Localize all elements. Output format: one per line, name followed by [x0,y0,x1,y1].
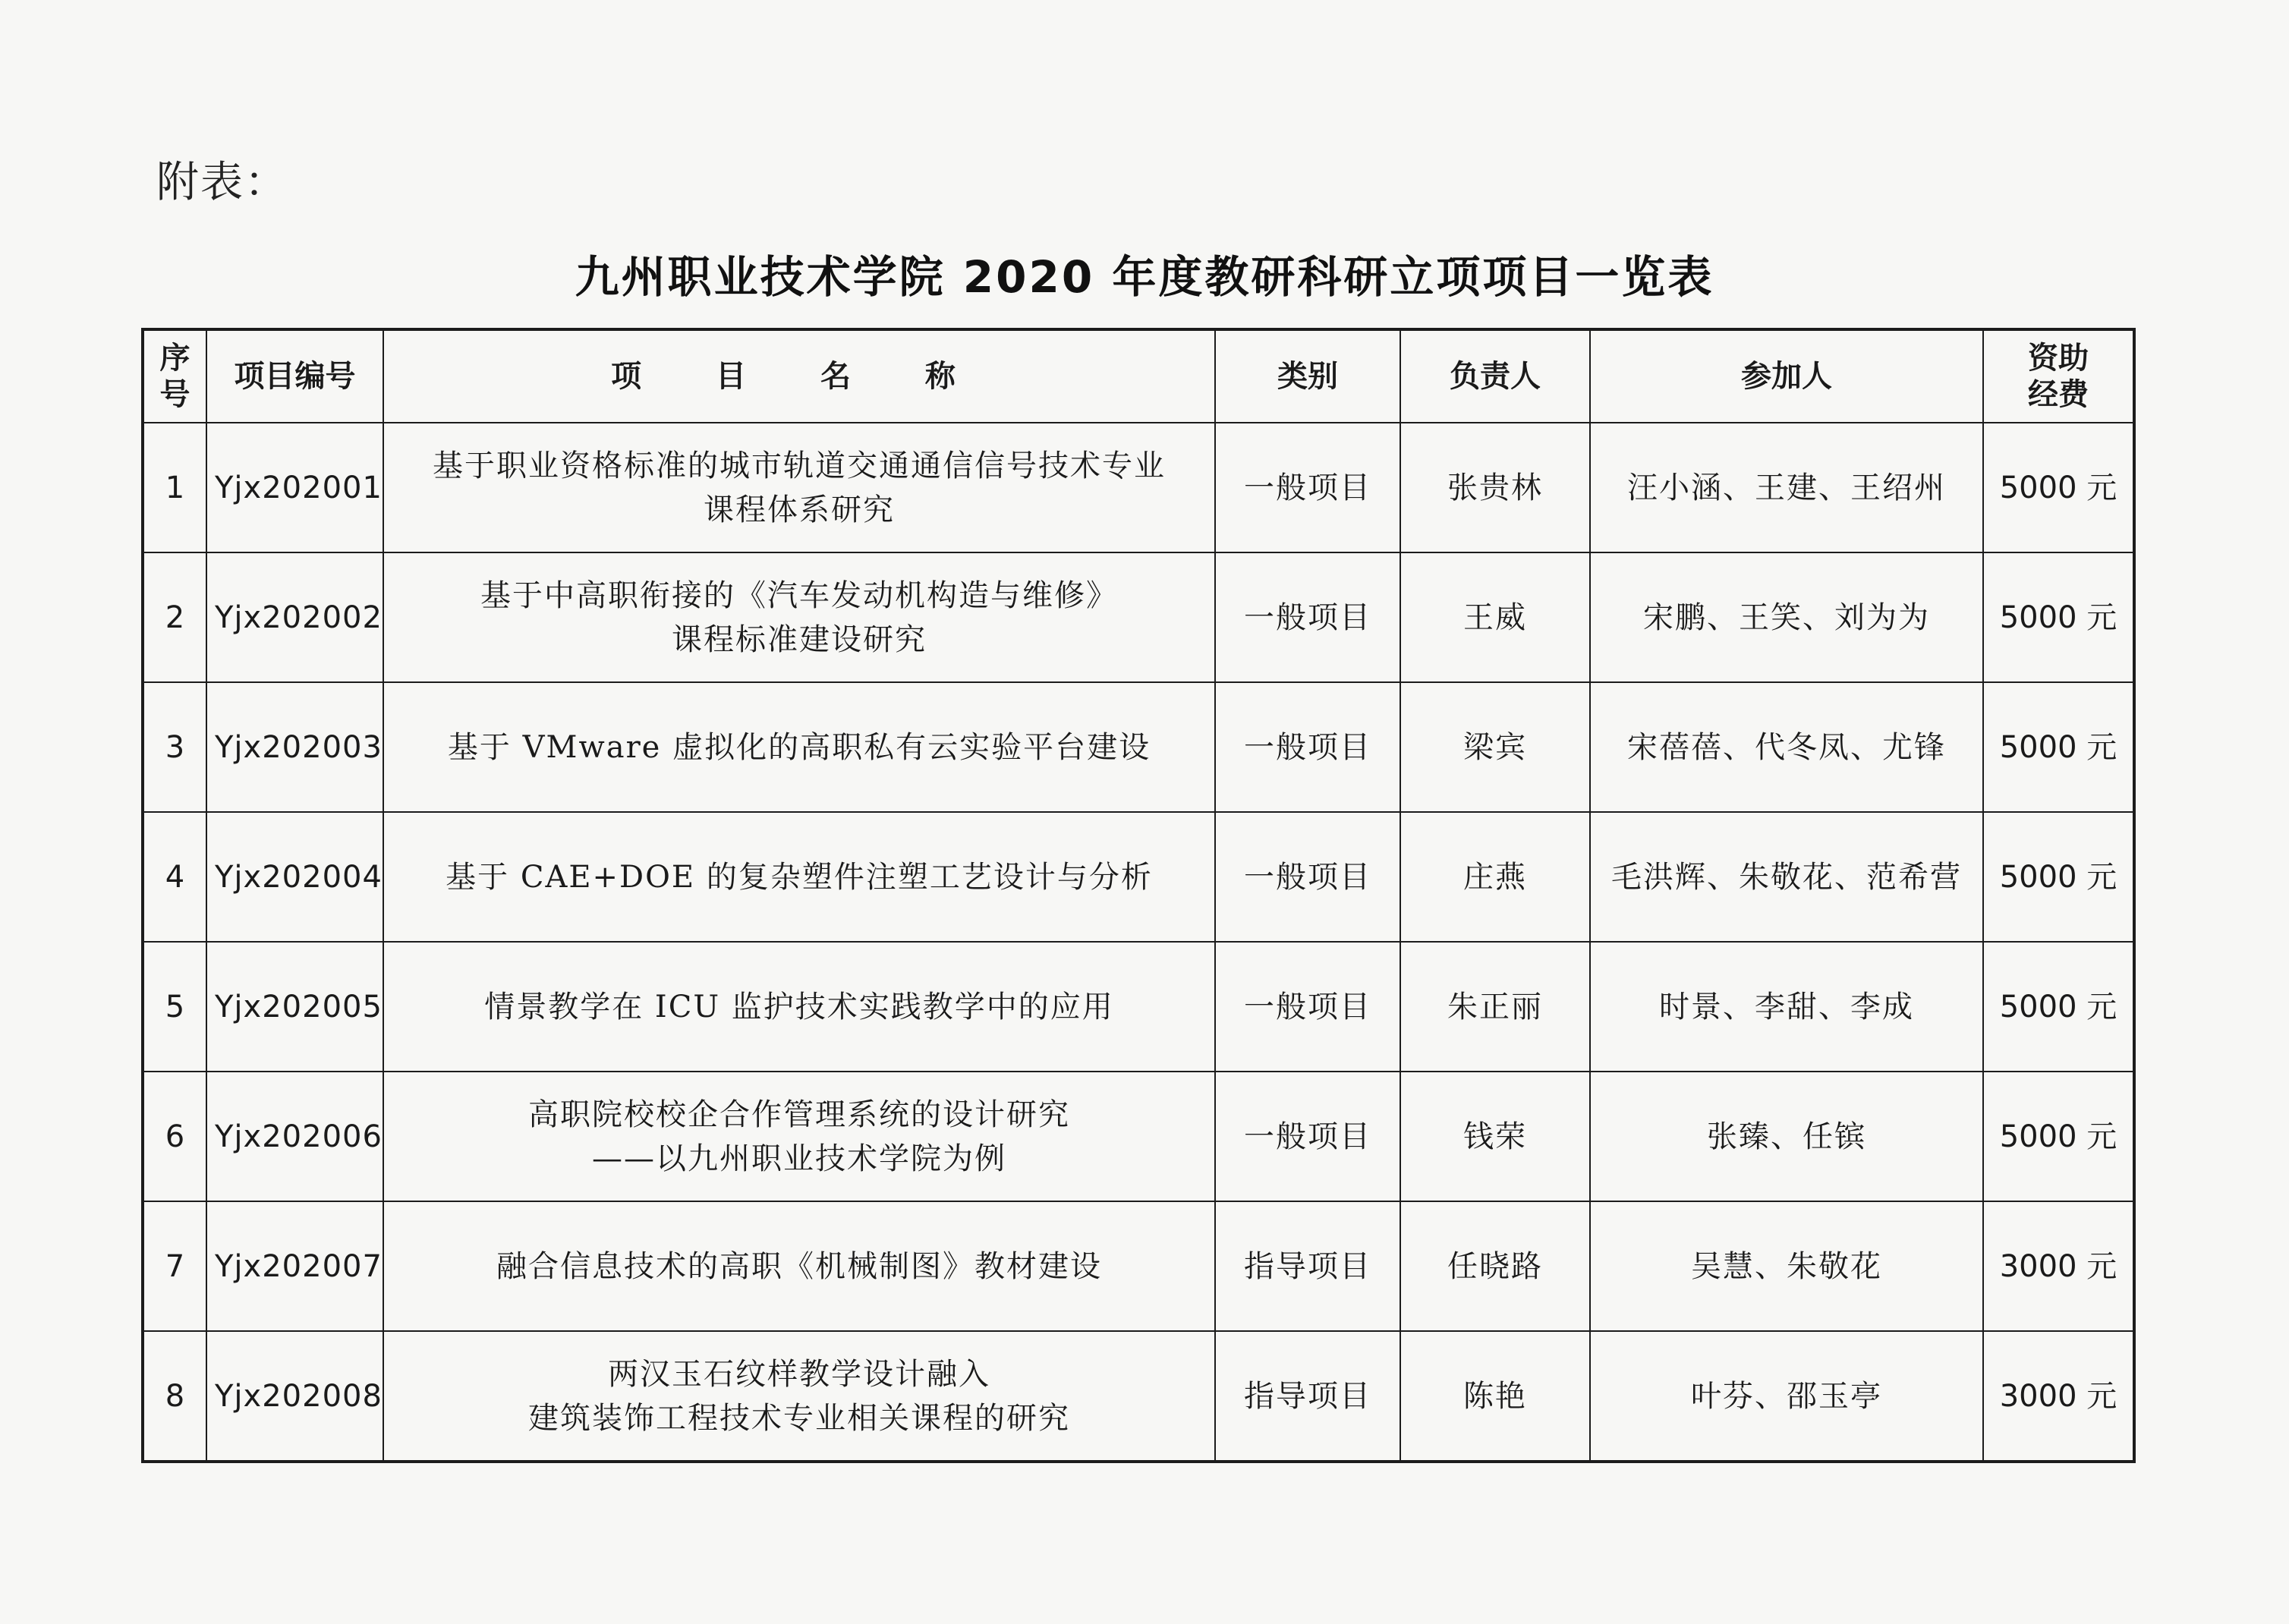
row-type: 一般项目 [1215,812,1400,942]
project-name-line: 高职院校校企合作管理系统的设计研究 [528,1097,1070,1132]
row-seq: 1 [143,423,206,552]
row-project-name [383,942,1215,1072]
row-leader: 张贵林 [1400,423,1590,552]
table-row [143,423,2134,552]
project-name-line: 两汉玉石纹样教学设计融入 [608,1356,990,1392]
header-leader: 负责人 [1400,329,1590,423]
row-seq: 2 [143,552,206,682]
header-type: 类别 [1215,329,1400,423]
row-members: 毛洪辉、朱敬花、范希营 [1590,812,1983,942]
row-fund: 5000 元 [1983,552,2134,682]
row-seq: 4 [143,812,206,942]
header-fund-line-2: 经费 [2028,377,2089,412]
row-leader: 庄燕 [1400,812,1590,942]
header-seq [143,329,206,423]
table-row [143,1331,2134,1462]
row-code: Yjx202004 [206,812,383,942]
row-code: Yjx202002 [206,552,383,682]
row-project-name [383,423,1215,552]
row-seq: 7 [143,1201,206,1331]
row-type: 一般项目 [1215,942,1400,1072]
row-members: 张臻、任镔 [1590,1072,1983,1201]
row-code: Yjx202005 [206,942,383,1072]
row-project-name [383,1201,1215,1331]
row-project-name [383,1072,1215,1201]
row-type: 一般项目 [1215,552,1400,682]
row-project-name [383,812,1215,942]
table-row [143,1201,2134,1331]
row-seq: 8 [143,1331,206,1462]
header-fund-line-1: 资助 [2028,341,2089,376]
project-name-line: 基于中高职衔接的《汽车发动机构造与维修》 [480,578,1118,613]
row-fund: 5000 元 [1983,682,2134,812]
page-label: 附表： [156,158,288,207]
row-fund: 5000 元 [1983,1072,2134,1201]
header-seq-line-2: 号 [159,377,190,412]
row-fund: 5000 元 [1983,942,2134,1072]
project-name-line: 课程体系研究 [704,492,895,527]
row-leader: 王威 [1400,552,1590,682]
row-code: Yjx202006 [206,1072,383,1201]
project-name-line: 课程标准建设研究 [672,622,927,657]
row-code: Yjx202001 [206,423,383,552]
row-members: 汪小涵、王建、王绍州 [1590,423,1983,552]
document-title: 九州职业技术学院 2020 年度教研科研立项项目一览表 [575,251,1714,303]
project-name-line: 情景教学在 ICU 监护技术实践教学中的应用 [484,989,1114,1024]
table-row [143,812,2134,942]
header-code: 项目编号 [206,329,383,423]
project-name-line: 建筑装饰工程技术专业相关课程的研究 [528,1400,1070,1436]
row-seq: 3 [143,682,206,812]
row-leader: 任晓路 [1400,1201,1590,1331]
row-leader: 钱荣 [1400,1072,1590,1201]
row-type: 一般项目 [1215,423,1400,552]
row-leader: 梁宾 [1400,682,1590,812]
header-fund [1983,329,2134,423]
row-type: 指导项目 [1215,1331,1400,1462]
table-row [143,1072,2134,1201]
row-members: 吴慧、朱敬花 [1590,1201,1983,1331]
row-type: 一般项目 [1215,1072,1400,1201]
header-seq-line-1: 序 [159,341,190,376]
row-leader: 陈艳 [1400,1331,1590,1462]
project-name-line: 融合信息技术的高职《机械制图》教材建设 [496,1248,1102,1284]
row-members: 叶芬、邵玉亭 [1590,1331,1983,1462]
project-name-line: 基于职业资格标准的城市轨道交通通信信号技术专业 [433,448,1166,483]
row-project-name [383,1331,1215,1462]
header-members: 参加人 [1590,329,1983,423]
row-fund: 5000 元 [1983,423,2134,552]
table-row [143,942,2134,1072]
row-code: Yjx202007 [206,1201,383,1331]
row-fund: 3000 元 [1983,1331,2134,1462]
header-row [143,329,2134,423]
row-leader: 朱正丽 [1400,942,1590,1072]
project-name-line: ——以九州职业技术学院为例 [592,1141,1006,1176]
row-code: Yjx202003 [206,682,383,812]
row-fund: 5000 元 [1983,812,2134,942]
project-name-line: 基于 CAE+DOE 的复杂塑件注塑工艺设计与分析 [446,859,1153,895]
row-type: 指导项目 [1215,1201,1400,1331]
row-type: 一般项目 [1215,682,1400,812]
header-name: 项 目 名 称 [383,329,1215,423]
row-seq: 5 [143,942,206,1072]
project-name-line: 基于 VMware 虚拟化的高职私有云实验平台建设 [447,729,1151,765]
row-members: 宋鹏、王笑、刘为为 [1590,552,1983,682]
row-code: Yjx202008 [206,1331,383,1462]
row-seq: 6 [143,1072,206,1201]
table-row [143,552,2134,682]
projects-table [141,328,2136,1463]
row-fund: 3000 元 [1983,1201,2134,1331]
table-body [143,423,2134,1462]
row-project-name [383,552,1215,682]
table-row [143,682,2134,812]
row-project-name [383,682,1215,812]
row-members: 宋蓓蓓、代冬凤、尤锋 [1590,682,1983,812]
row-members: 时景、李甜、李成 [1590,942,1983,1072]
